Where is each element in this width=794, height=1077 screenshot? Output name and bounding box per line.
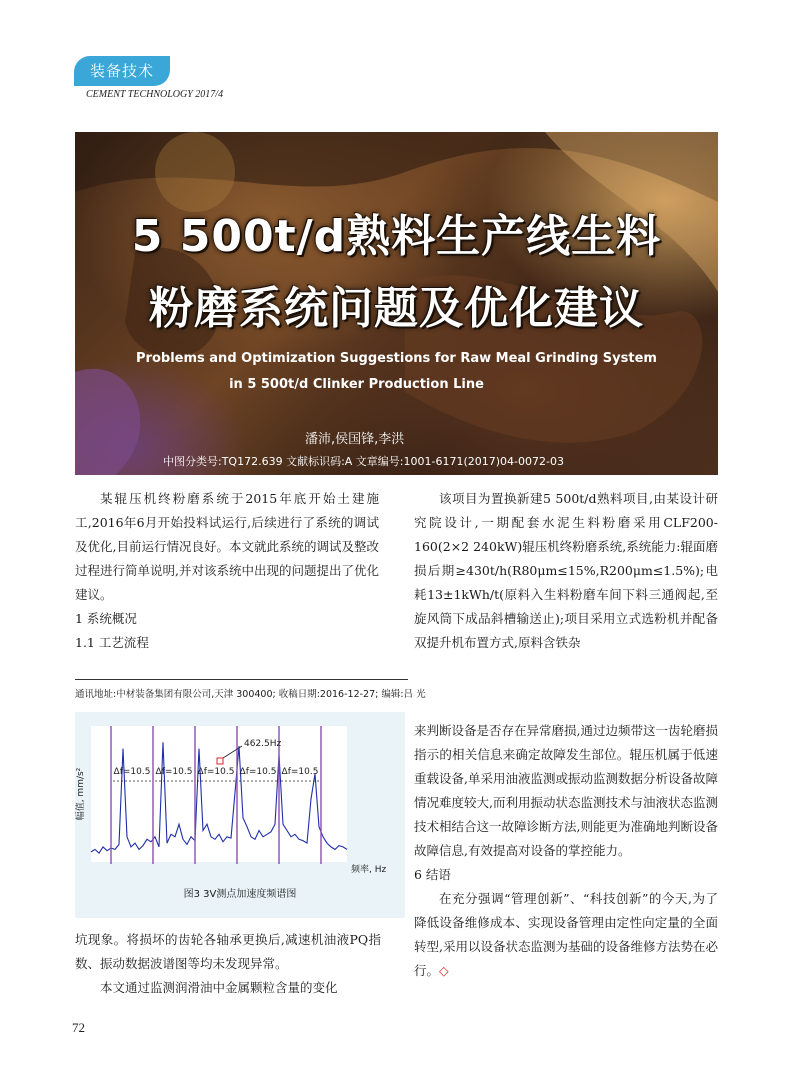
delta-f-label: Δf=10.5	[239, 767, 277, 777]
conclusion-text: 在充分强调“管理创新”、“科技创新”的今天,为了降低设备维修成本、实现设备管理由定性向定量的全面转型,采用以设备状态监测为基础的设备维修方法势在必行。	[414, 891, 718, 978]
right-column-intro	[414, 487, 718, 655]
delta-f-label: Δf=10.5	[197, 767, 235, 777]
page-number: 72	[72, 1020, 85, 1035]
footnote: 通讯地址:中材装备集团有限公司,天津 300400; 收稿日期:2016-12-27; 编辑:吕 光	[75, 689, 426, 700]
spectrum-chart	[75, 712, 405, 882]
section-heading-1: 1 系统概况	[75, 611, 137, 626]
section-heading-6: 6 结语	[414, 867, 451, 882]
english-title-line-1: Problems and Optimization Suggestions for Raw Meal Grinding System	[136, 351, 657, 366]
right-column-bottom	[414, 719, 718, 983]
title-banner	[75, 132, 718, 475]
delta-f-label: Δf=10.5	[281, 767, 319, 777]
journal-line: CEMENT TECHNOLOGY 2017/4	[86, 89, 224, 100]
footnote-divider	[75, 679, 408, 680]
delta-f-label: Δf=10.5	[113, 767, 151, 777]
section-tag: 装备技术	[74, 56, 170, 86]
left-column-intro	[75, 487, 379, 655]
conclusion-paragraph	[414, 887, 718, 983]
authors: 潘沛,侯国锋,李洪	[305, 432, 405, 447]
project-paragraph: 该项目为置换新建5 500t/d熟料项目,由某设计研究院设计,一期配套水泥生料粉磨采用CLF200-160(2×2 240kW)辊压机终粉磨系统,系统能力:辊面磨损后期≥430t/h(R80μm≤15%,R200μm≤1.5%);电耗13±1kWh/t(原料入生料粉磨车间下料三通阀起,至旋风筒下成品斜槽输送止);项目采用立式选粉机并配备双提升机布置方式,原料含铁杂	[414, 491, 718, 650]
title-line-1: 5 500t/d熟料生产线生料	[131, 211, 662, 262]
title-line-2: 粉磨系统问题及优化建议	[149, 283, 644, 334]
diagnosis-paragraph: 来判断设备是否存在异常磨损,通过边频带这一齿轮磨损指示的相关信息来确定故障发生部位。辊压机属于低速重载设备,单采用油液监测或振动监测数据分析设备故障情况难度较大,而利用振动状态监测技术与油液状态监测技术相结合这一故障诊断方法,则能更为准确地判断设备故障信息,有效提高对设备的掌控能力。	[414, 723, 718, 858]
intro-paragraph: 某辊压机终粉磨系统于2015年底开始土建施工,2016年6月开始投料试运行,后续进行了系统的调试及优化,目前运行情况良好。本文就此系统的调试及整改过程进行简单说明,并对该系统中出现的问题提出了优化建议。	[75, 491, 379, 602]
peak-label: 462.5Hz	[244, 739, 282, 749]
section-heading-1-1: 1.1 工艺流程	[75, 635, 149, 650]
bearing-paragraph: 坑现象。将损坏的齿轮各轴承更换后,减速机油液PQ指数、振动数据波谱图等均未发现异常。	[75, 932, 381, 971]
delta-f-label: Δf=10.5	[155, 767, 193, 777]
english-title-line-2: in 5 500t/d Clinker Production Line	[229, 377, 484, 392]
x-axis-label: 频率, Hz	[351, 865, 387, 875]
left-column-bottom	[75, 928, 381, 1000]
figure-caption: 图3 3V测点加速度频谱图	[183, 889, 297, 900]
summary-paragraph-start: 本文通过监测润滑油中金属颗粒含量的变化	[100, 980, 338, 995]
classification-line: 中图分类号:TQ172.639 文献标识码:A 文章编号:1001-6171(2017)04-0072-03	[163, 455, 564, 468]
end-mark-icon: ◇	[439, 963, 449, 978]
y-axis-label: 幅值, mm/s²	[76, 767, 86, 821]
